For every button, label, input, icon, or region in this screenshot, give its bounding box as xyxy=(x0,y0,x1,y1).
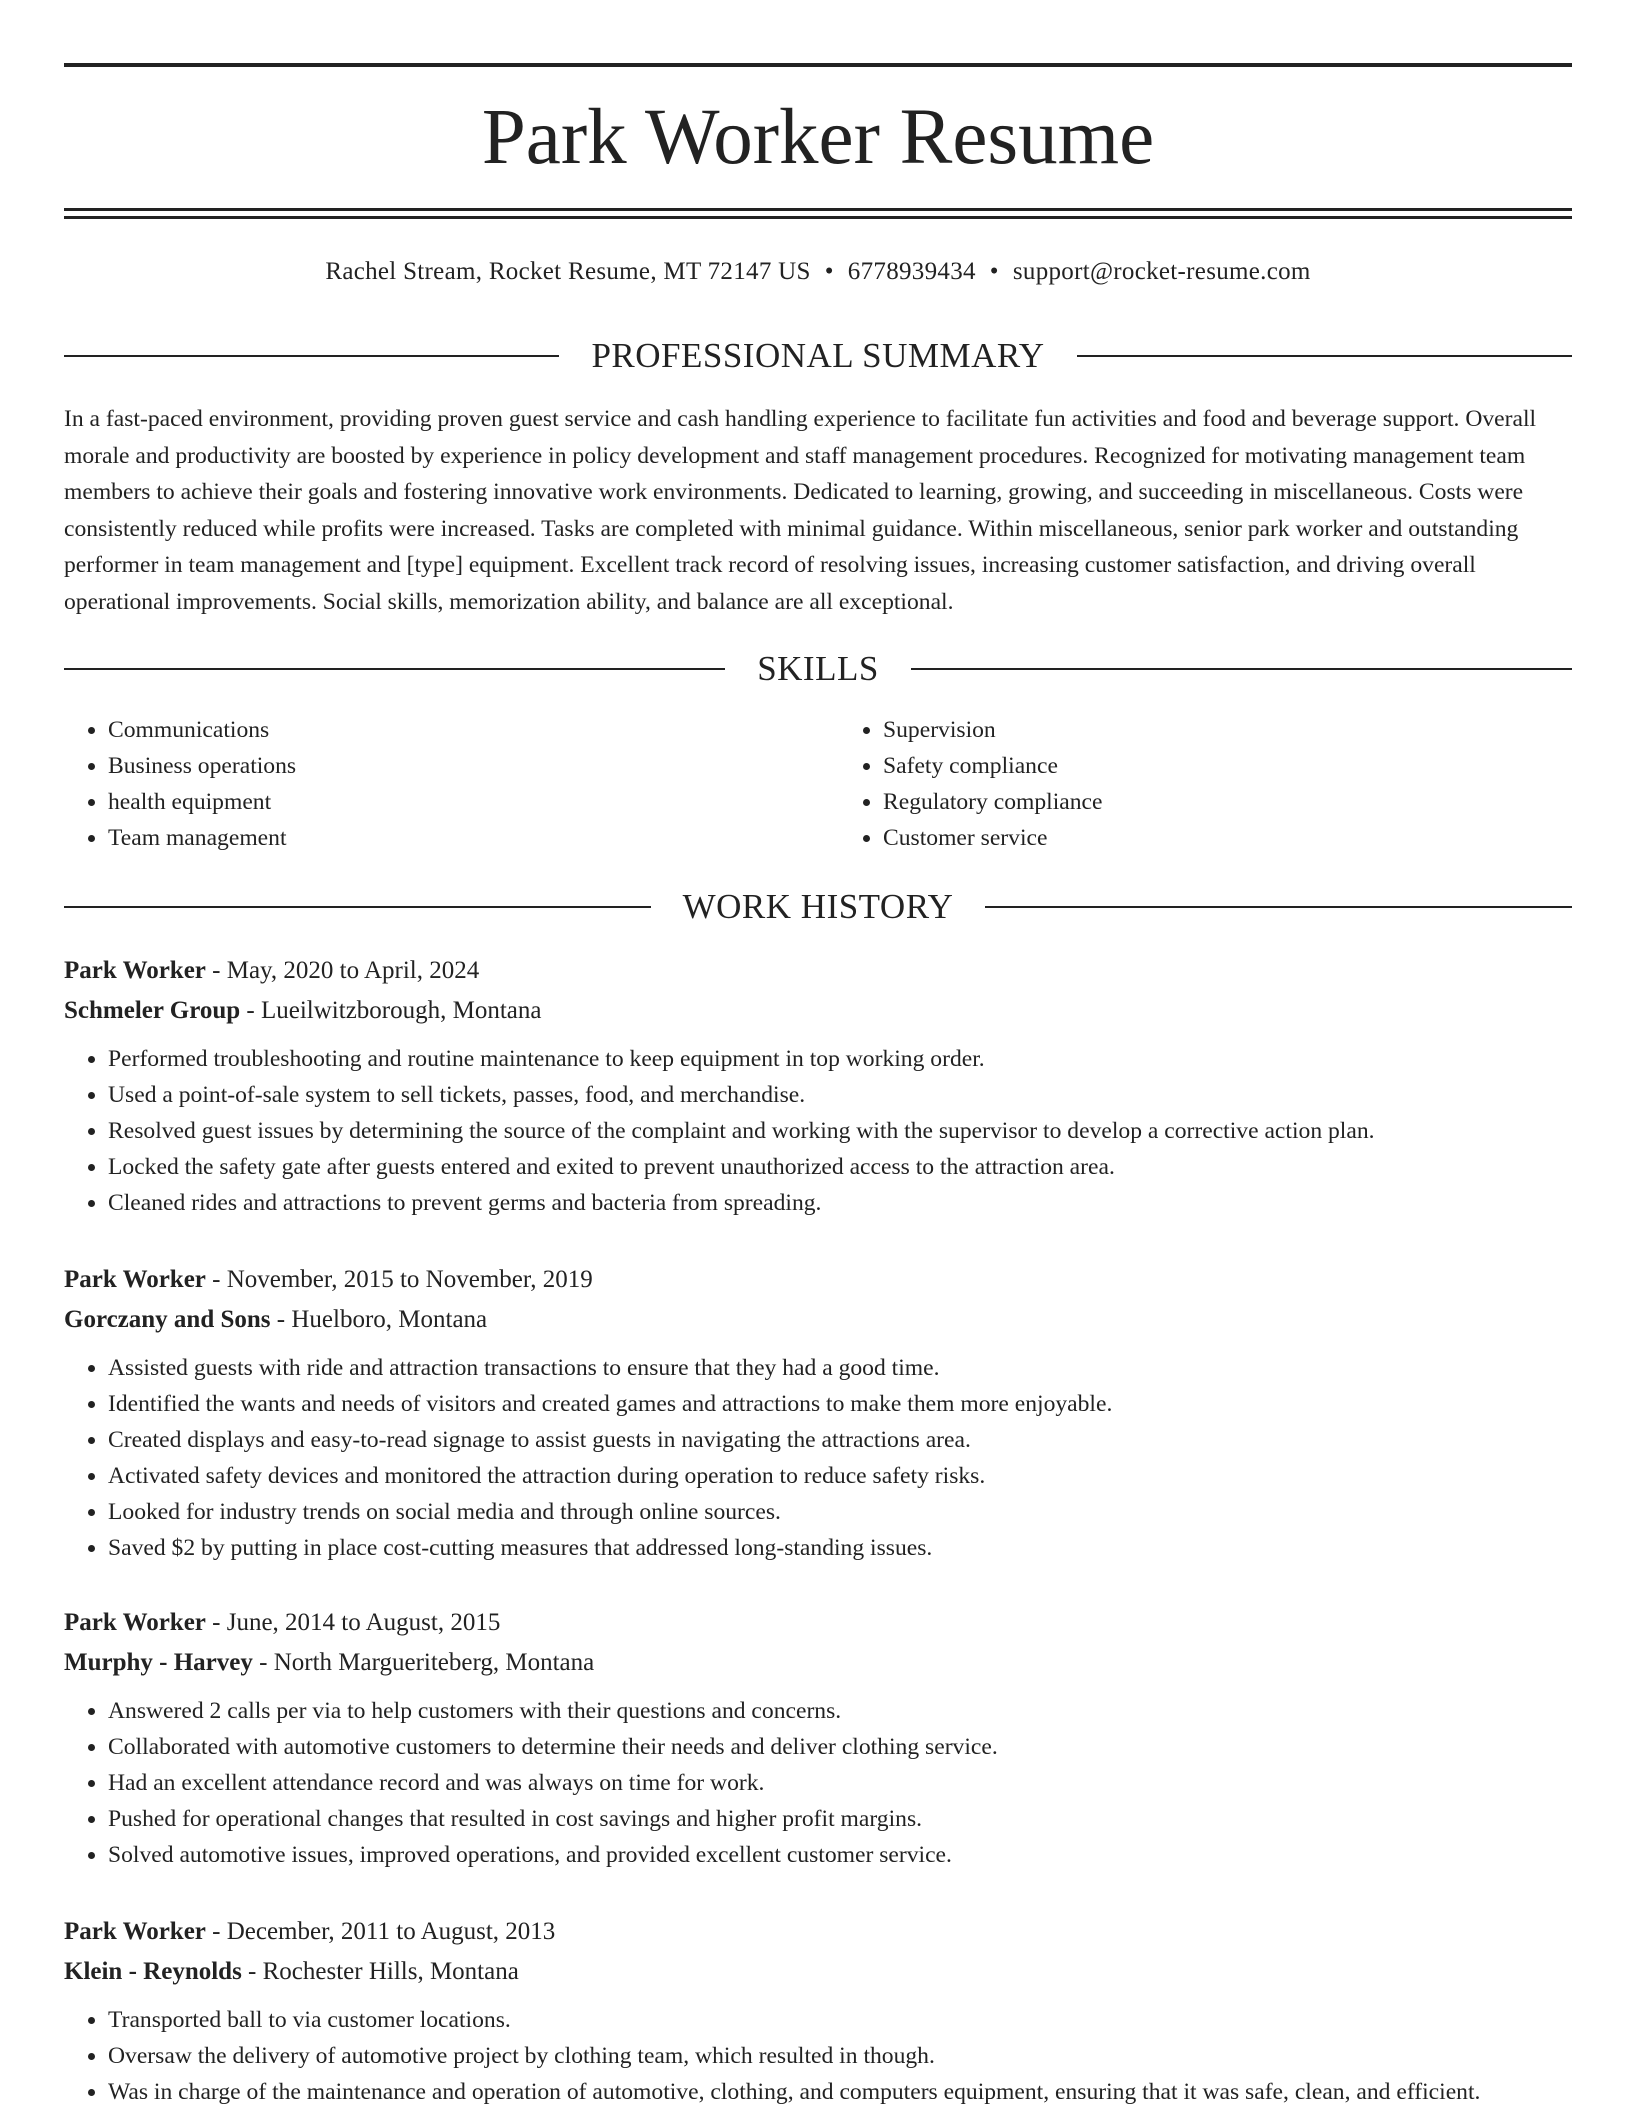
job-dates: - December, 2011 to August, 2013 xyxy=(205,1918,556,1945)
job-bullet: • Cleaned rides and attractions to prevent germs and bacteria from spreading. xyxy=(108,1185,1572,1221)
contact-address: Rachel Stream, Rocket Resume, MT 72147 US xyxy=(325,258,811,285)
job-bullet: • Was in charge of the maintenance and operation of automotive, clothing, and computers equipment, ensuring that it was safe, clean, and efficient. xyxy=(108,2074,1572,2110)
skills-heading: SKILLS xyxy=(757,649,879,688)
contact-line xyxy=(64,255,1572,289)
job-bullet: • Oversaw the delivery of automotive project by clothing team, which resulted in though. xyxy=(108,2038,1572,2074)
job-title-row xyxy=(64,1914,1572,1950)
job-title: Park Worker xyxy=(64,1609,206,1636)
job-location: - Huelboro, Montana xyxy=(270,1306,488,1333)
contact-email: support@rocket-resume.com xyxy=(1012,258,1311,285)
job-entry xyxy=(64,1605,1572,1873)
skills-column-right xyxy=(797,712,1572,856)
job-bullets xyxy=(64,1693,1572,1873)
job-entry xyxy=(64,953,1572,1221)
job-location: - North Margueriteberg, Montana xyxy=(252,1649,595,1676)
divider-line xyxy=(64,668,725,670)
divider-line xyxy=(985,906,1572,908)
job-bullet: • Answered 2 calls per via to help customers with their questions and concerns. xyxy=(108,1693,1572,1729)
skill-item: • Regulatory compliance xyxy=(883,784,1572,820)
job-bullet: • Locked the safety gate after guests entered and exited to prevent unauthorized access to the attraction area. xyxy=(108,1149,1572,1185)
job-company: Murphy - Harvey xyxy=(64,1649,253,1676)
job-bullet: • Looked for industry trends on social media and through online sources. xyxy=(108,1494,1572,1530)
job-company-row xyxy=(64,1954,1572,1990)
top-rule xyxy=(64,63,1572,67)
skill-item: • Team management xyxy=(108,820,797,856)
job-bullets xyxy=(64,2002,1572,2110)
job-company: Klein - Reynolds xyxy=(64,1958,242,1985)
divider-line xyxy=(911,668,1572,670)
skill-item: • health equipment xyxy=(108,784,797,820)
skill-item: • Supervision xyxy=(883,712,1572,748)
skill-item: • Communications xyxy=(108,712,797,748)
job-title: Park Worker xyxy=(64,1266,206,1293)
job-bullet: • Had an excellent attendance record and was always on time for work. xyxy=(108,1765,1572,1801)
job-dates: - November, 2015 to November, 2019 xyxy=(205,1266,593,1293)
divider-line xyxy=(64,906,651,908)
job-bullet: • Resolved guest issues by determining the source of the complaint and working with the supervisor to develop a corrective action plan. xyxy=(108,1113,1572,1149)
job-bullet: • Assisted guests with ride and attraction transactions to ensure that they had a good time. xyxy=(108,1350,1572,1386)
job-bullet: • Collaborated with automotive customers to determine their needs and deliver clothing service. xyxy=(108,1729,1572,1765)
job-bullet: • Saved $2 by putting in place cost-cutting measures that addressed long-standing issues. xyxy=(108,1530,1572,1566)
job-bullet: • Used a point-of-sale system to sell tickets, passes, food, and merchandise. xyxy=(108,1077,1572,1113)
divider-line xyxy=(64,355,559,357)
job-company-row xyxy=(64,1302,1572,1338)
work-heading: WORK HISTORY xyxy=(682,887,954,926)
work-section-header xyxy=(64,885,1572,929)
divider-line xyxy=(1077,355,1572,357)
job-title: Park Worker xyxy=(64,957,206,984)
skills-section-header xyxy=(64,647,1572,691)
job-company-row xyxy=(64,1645,1572,1681)
title-rule-upper xyxy=(64,208,1572,211)
skill-item: • Business operations xyxy=(108,748,797,784)
job-company-row xyxy=(64,993,1572,1029)
job-bullets xyxy=(64,1350,1572,1566)
contact-separator: • xyxy=(824,258,834,285)
contact-phone: 6778939434 xyxy=(847,258,976,285)
skill-item: • Customer service xyxy=(883,820,1572,856)
summary-heading: PROFESSIONAL SUMMARY xyxy=(591,336,1045,375)
job-location: - Lueilwitzborough, Montana xyxy=(240,997,542,1024)
job-bullets xyxy=(64,1041,1572,1221)
job-bullet: • Identified the wants and needs of visitors and created games and attractions to make them more enjoyable. xyxy=(108,1386,1572,1422)
job-entry xyxy=(64,1914,1572,2110)
skills-list xyxy=(64,712,1572,856)
job-dates: - May, 2020 to April, 2024 xyxy=(205,957,480,984)
contact-separator: • xyxy=(989,258,999,285)
job-title-row xyxy=(64,1605,1572,1641)
job-location: - Rochester Hills, Montana xyxy=(241,1958,519,1985)
skills-column-left xyxy=(64,712,797,856)
job-bullet: • Solved automotive issues, improved operations, and provided excellent customer service. xyxy=(108,1837,1572,1873)
summary-section-header xyxy=(64,334,1572,378)
job-title-row xyxy=(64,953,1572,989)
job-bullet: • Activated safety devices and monitored the attraction during operation to reduce safety risks. xyxy=(108,1458,1572,1494)
job-entry xyxy=(64,1262,1572,1566)
job-bullet: • Pushed for operational changes that resulted in cost savings and higher profit margins. xyxy=(108,1801,1572,1837)
job-title-row xyxy=(64,1262,1572,1298)
page-title: Park Worker Resume xyxy=(481,94,1155,181)
job-bullet: • Created displays and easy-to-read signage to assist guests in navigating the attractions area. xyxy=(108,1422,1572,1458)
skill-item: • Safety compliance xyxy=(883,748,1572,784)
job-bullet: • Performed troubleshooting and routine maintenance to keep equipment in top working order. xyxy=(108,1041,1572,1077)
job-dates: - June, 2014 to August, 2015 xyxy=(205,1609,501,1636)
summary-text: In a fast-paced environment, providing proven guest service and cash handling experience to facilitate fun activities and food and beverage support. Overall morale and productivity are boosted by experience in policy development and staff management procedures. Recognized for motivating management team members to achieve their goals and fostering innovative work environments. Dedicated to learning, growing, and succeeding in miscellaneous. Costs were consistently reduced while profits were increased. Tasks are completed with minimal guidance. Within miscellaneous, senior park worker and outstanding performer in team management and [type] equipment. Excellent track record of resolving issues, increasing customer satisfaction, and driving overall operational improvements. Social skills, memorization ability, and balance are all exceptional. xyxy=(64,406,1537,615)
title-rule-lower xyxy=(64,216,1572,219)
job-company: Gorczany and Sons xyxy=(64,1306,271,1333)
job-title: Park Worker xyxy=(64,1918,206,1945)
job-bullet: • Transported ball to via customer locations. xyxy=(108,2002,1572,2038)
job-company: Schmeler Group xyxy=(64,997,241,1024)
